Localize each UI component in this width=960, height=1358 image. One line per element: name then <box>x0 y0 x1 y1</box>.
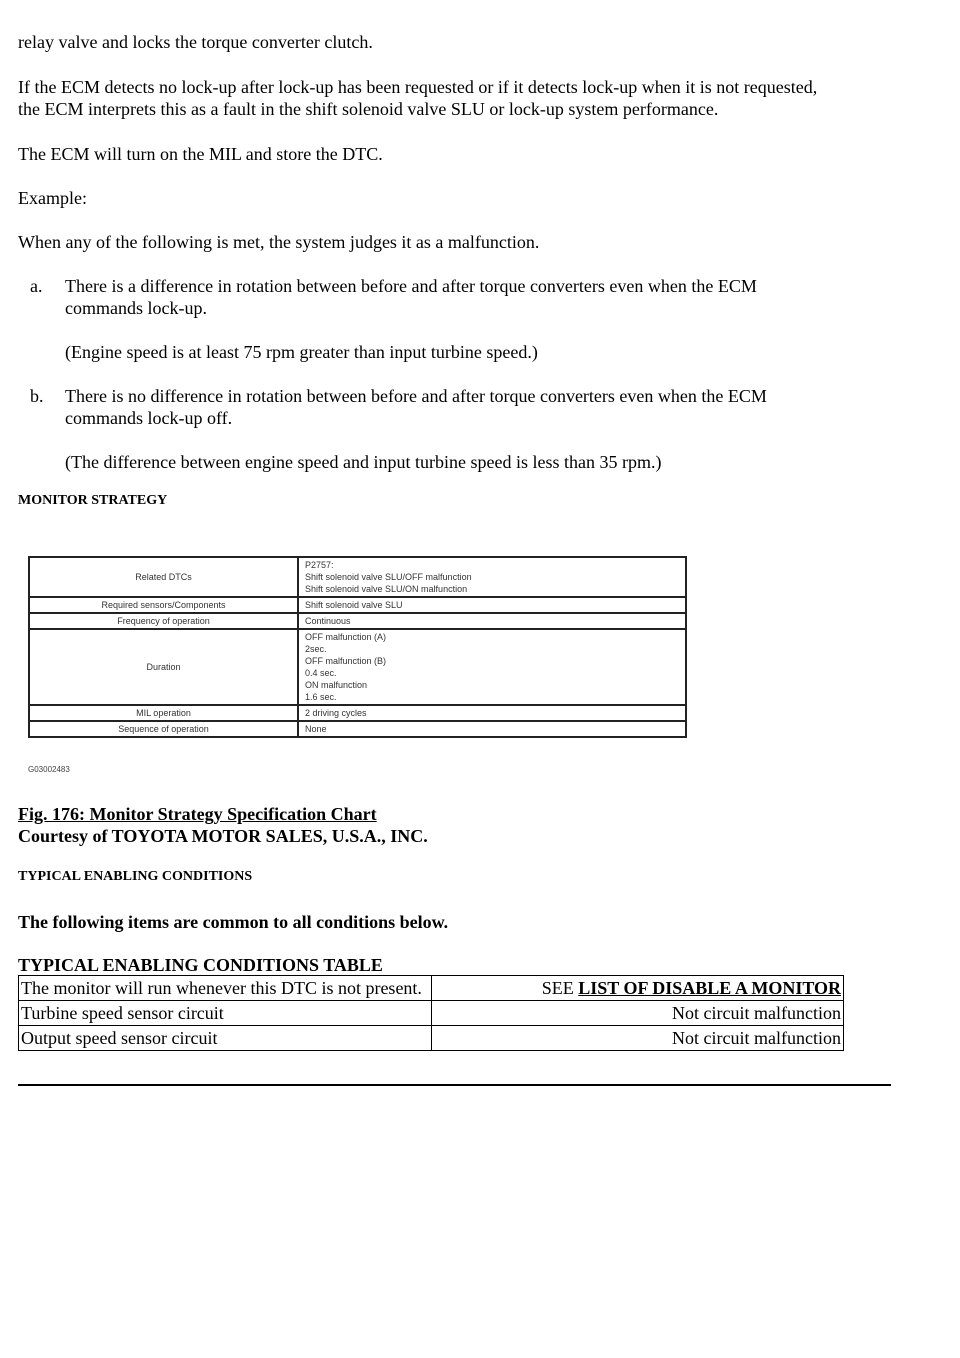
table-row <box>29 705 686 721</box>
see-prefix: SEE <box>541 978 579 998</box>
paragraph-relay-valve: relay valve and locks the torque converter clutch. <box>18 32 373 52</box>
table-cell-condition: Output speed sensor circuit <box>19 1026 432 1051</box>
list-text-line2: commands lock-up. <box>65 298 207 318</box>
value-line: 2sec. <box>305 644 327 654</box>
list-marker: b. <box>30 386 44 406</box>
figure-caption-link[interactable] <box>18 803 377 825</box>
value-line: OFF malfunction (A) <box>305 632 387 642</box>
value-line: 1.6 sec. <box>305 692 337 702</box>
row-value: 2 driving cycles <box>298 705 686 721</box>
table-title: TYPICAL ENABLING CONDITIONS TABLE <box>18 955 383 975</box>
value-line: P2757: <box>305 560 334 570</box>
paragraph-mil: The ECM will turn on the MIL and store the DTC. <box>18 144 383 164</box>
row-label: Sequence of operation <box>29 721 298 737</box>
table-row <box>19 1001 844 1026</box>
monitor-strategy-figure <box>18 545 698 780</box>
row-value: None <box>298 721 686 737</box>
section-heading-enabling-conditions: TYPICAL ENABLING CONDITIONS <box>18 869 253 884</box>
enabling-conditions-table <box>18 975 844 1051</box>
bottom-divider <box>18 1084 891 1086</box>
list-text-line1: There is a difference in rotation between before and after torque converters even when the ECM <box>65 276 757 296</box>
value-line: Shift solenoid valve SLU/OFF malfunction <box>305 572 472 582</box>
list-marker: a. <box>30 276 43 296</box>
row-value: Shift solenoid valve SLU <box>298 597 686 613</box>
row-label: Duration <box>29 629 298 705</box>
value-line: 0.4 sec. <box>305 668 337 678</box>
row-label: Frequency of operation <box>29 613 298 629</box>
section-heading-monitor-strategy: MONITOR STRATEGY <box>18 493 168 508</box>
table-cell-value: Not circuit malfunction <box>432 1026 844 1051</box>
row-value: Continuous <box>298 613 686 629</box>
paragraph-malfunction-rule: When any of the following is met, the system judges it as a malfunction. <box>18 232 540 252</box>
row-value <box>298 629 686 705</box>
figure-code: G03002483 <box>28 765 70 774</box>
table-row <box>29 629 686 705</box>
figure-courtesy: Courtesy of TOYOTA MOTOR SALES, U.S.A., INC. <box>18 826 428 846</box>
figure-caption[interactable]: Fig. 176: Monitor Strategy Specification Chart <box>18 804 377 824</box>
table-cell-condition: The monitor will run whenever this DTC is not present. <box>19 976 432 1001</box>
table-row <box>19 1026 844 1051</box>
row-value <box>298 557 686 597</box>
value-line: Shift solenoid valve SLU/ON malfunction <box>305 584 468 594</box>
paragraph-example: Example: <box>18 188 87 208</box>
list-text-line2: commands lock-up off. <box>65 408 233 428</box>
table-cell-condition: Turbine speed sensor circuit <box>19 1001 432 1026</box>
common-note: The following items are common to all conditions below. <box>18 912 449 932</box>
list-note: (Engine speed is at least 75 rpm greater than input turbine speed.) <box>65 342 538 362</box>
table-cell-value <box>432 976 844 1001</box>
row-label: Related DTCs <box>29 557 298 597</box>
table-cell-value: Not circuit malfunction <box>432 1001 844 1026</box>
value-line: ON malfunction <box>305 680 368 690</box>
list-text-line1: There is no difference in rotation between before and after torque converters even when the ECM <box>65 386 767 406</box>
row-label: MIL operation <box>29 705 298 721</box>
table-row <box>19 976 844 1001</box>
row-label: Required sensors/Components <box>29 597 298 613</box>
table-row <box>29 557 686 597</box>
disable-monitor-link[interactable]: LIST OF DISABLE A MONITOR <box>578 978 841 998</box>
table-row <box>29 597 686 613</box>
monitor-strategy-table <box>28 556 687 738</box>
table-row <box>29 613 686 629</box>
paragraph-fault-line1: If the ECM detects no lock-up after lock-up has been requested or if it detects lock-up when it is not requested, <box>18 77 818 97</box>
list-note: (The difference between engine speed and input turbine speed is less than 35 rpm.) <box>65 452 662 472</box>
value-line: OFF malfunction (B) <box>305 656 387 666</box>
paragraph-fault-line2: the ECM interprets this as a fault in the shift solenoid valve SLU or lock-up system performance. <box>18 99 719 119</box>
table-row <box>29 721 686 737</box>
